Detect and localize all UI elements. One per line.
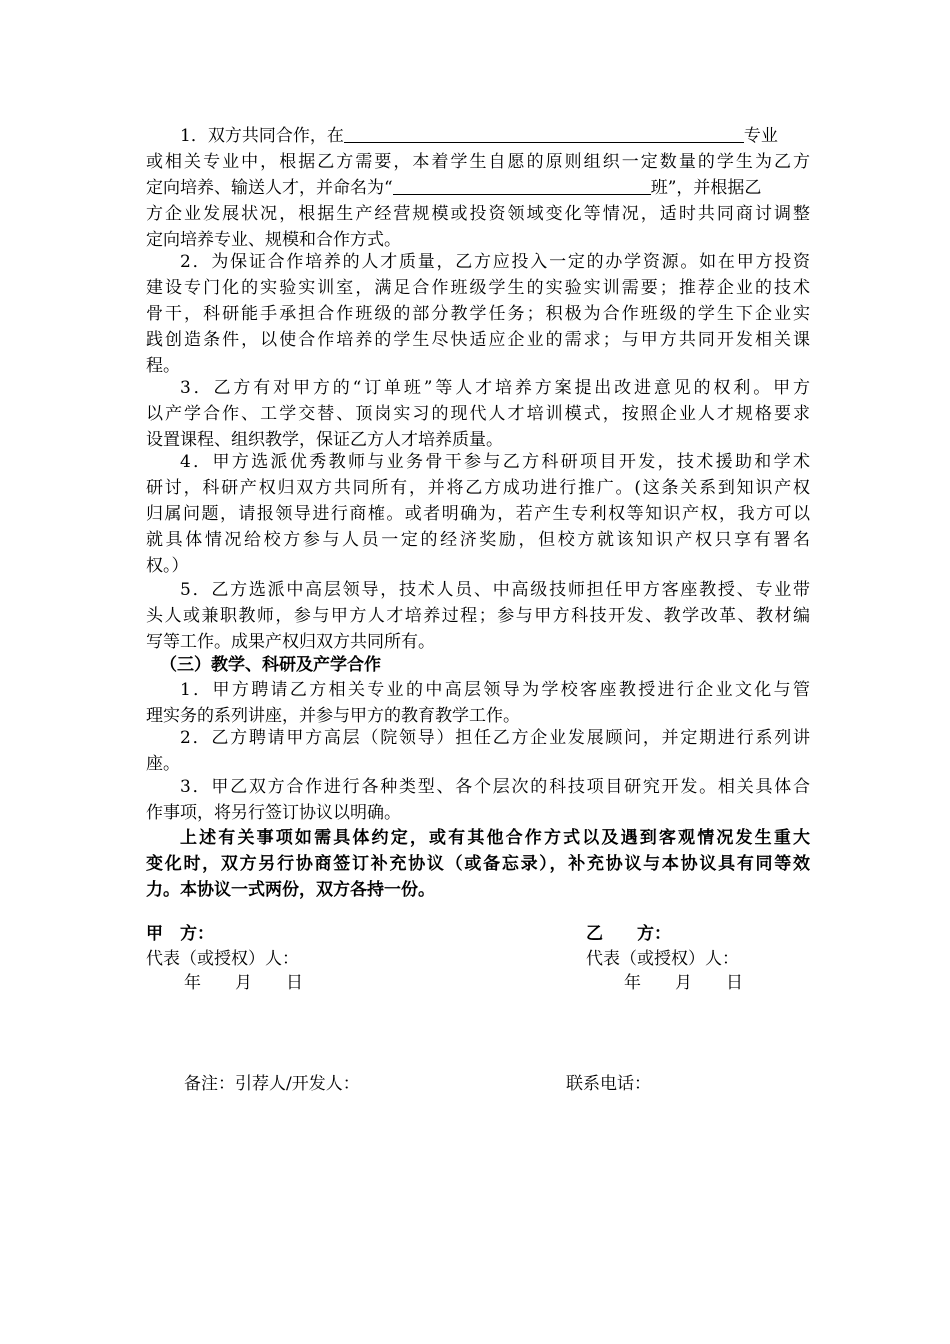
class-name-blank [393,178,651,195]
p5-line-2: 头人或兼职教师，参与甲方人才培养过程；参与甲方科技开发、教学改革、教材编 [146,606,810,626]
party-a-date: 年 月 日 [184,973,303,993]
s1-line-2: 理实务的系列讲座，并参与甲方的教育教学工作。 [146,706,520,726]
major-blank [344,126,744,143]
p1-line-1-suffix: 专业 [743,126,778,146]
p1-line-1 [146,123,810,149]
referrer-label: 备注：引荐人/开发人： [184,1074,360,1094]
p3-line-2: 以产学合作、工学交替、顶岗实习的现代人才培训模式，按照企业人才规格要求 [146,404,810,424]
section-3-heading: （三）教学、科研及产学合作 [160,655,381,675]
p5-line-3: 写等工作。成果产权归双方共同所有。 [146,632,435,652]
p4-line-1: 4．甲方选派优秀教师与业务骨干参与乙方科研项目开发，技术援助和学术 [180,452,810,472]
s3-line-1: 3．甲乙双方合作进行各种类型、各个层次的科技项目研究开发。相关具体合 [180,777,810,797]
s3-line-2: 作事项，将另行签订协议以明确。 [146,803,401,823]
p1-line-3-text: 定向培养、输送人才，并命名为“ [146,178,393,198]
party-b-label: 乙 方： [586,924,671,944]
p2-line-2: 建设专门化的实验实训室，满足合作班级学生的实验实训需要；推荐企业的技术 [146,278,810,298]
p1-line-3 [146,175,810,201]
p3-line-3: 设置课程、组织教学，保证乙方人才培养质量。 [146,430,503,450]
p1-line-5: 定向培养专业、规模和合作方式。 [146,230,401,250]
p1-line-2: 或相关专业中，根据乙方需要，本着学生自愿的原则组织一定数量的学生为乙方 [146,152,810,172]
p3-line-1: 3．乙方有对甲方的“订单班”等人才培养方案提出改进意见的权利。甲方 [180,378,810,398]
p1-line-1-text: 1．双方共同合作，在 [180,126,344,146]
p5-line-1: 5．乙方选派中高层领导，技术人员、中高级技师担任甲方客座教授、专业带 [180,580,810,600]
closing-line-3: 力。本协议一式两份，双方各持一份。 [146,880,435,900]
closing-line-2: 变化时，双方另行协商签订补充协议（或备忘录），补充协议与本协议具有同等效 [146,854,810,874]
p2-line-5: 程。 [146,356,180,376]
s2-line-1: 2．乙方聘请甲方高层（院领导）担任乙方企业发展顾问，并定期进行系列讲 [180,728,810,748]
party-a-label: 甲 方： [146,924,214,944]
p1-line-3-suffix: 班”，并根据乙 [650,178,762,198]
p1-line-4: 方企业发展状况，根据生产经营规模或投资领域变化等情况，适时共同商讨调整 [146,204,810,224]
s1-line-1: 1．甲方聘请乙方相关专业的中高层领导为学校客座教授进行企业文化与管 [180,680,810,700]
p2-line-4: 践创造条件，以使合作培养的学生尽快适应企业的需求；与甲方共同开发相关课 [146,330,810,350]
p4-line-3: 归属问题，请报领导进行商榷。或者明确为，若产生专利权等知识产权，我方可以 [146,504,810,524]
p4-line-4: 就具体情况给校方参与人员一定的经济奖励，但校方就该知识产权只享有署名 [146,530,810,550]
party-a-rep-label: 代表（或授权）人： [146,949,299,969]
p2-line-1: 2．为保证合作培养的人才质量，乙方应投入一定的办学资源。如在甲方投资 [180,252,810,272]
p2-line-3: 骨干，科研能手承担合作班级的部分教学任务；积极为合作班级的学生下企业实 [146,304,810,324]
party-b-rep-label: 代表（或授权）人： [586,949,739,969]
p4-line-5: 权。） [146,556,189,576]
s2-line-2: 座。 [146,754,180,774]
party-b-date: 年 月 日 [624,973,743,993]
phone-label: 联系电话： [566,1074,651,1094]
p4-line-2: 研讨，科研产权归双方共同所有，并将乙方成功进行推广。(这条关系到知识产权 [146,478,810,498]
closing-line-1: 上述有关事项如需具体约定，或有其他合作方式以及遇到客观情况发生重大 [180,828,810,848]
